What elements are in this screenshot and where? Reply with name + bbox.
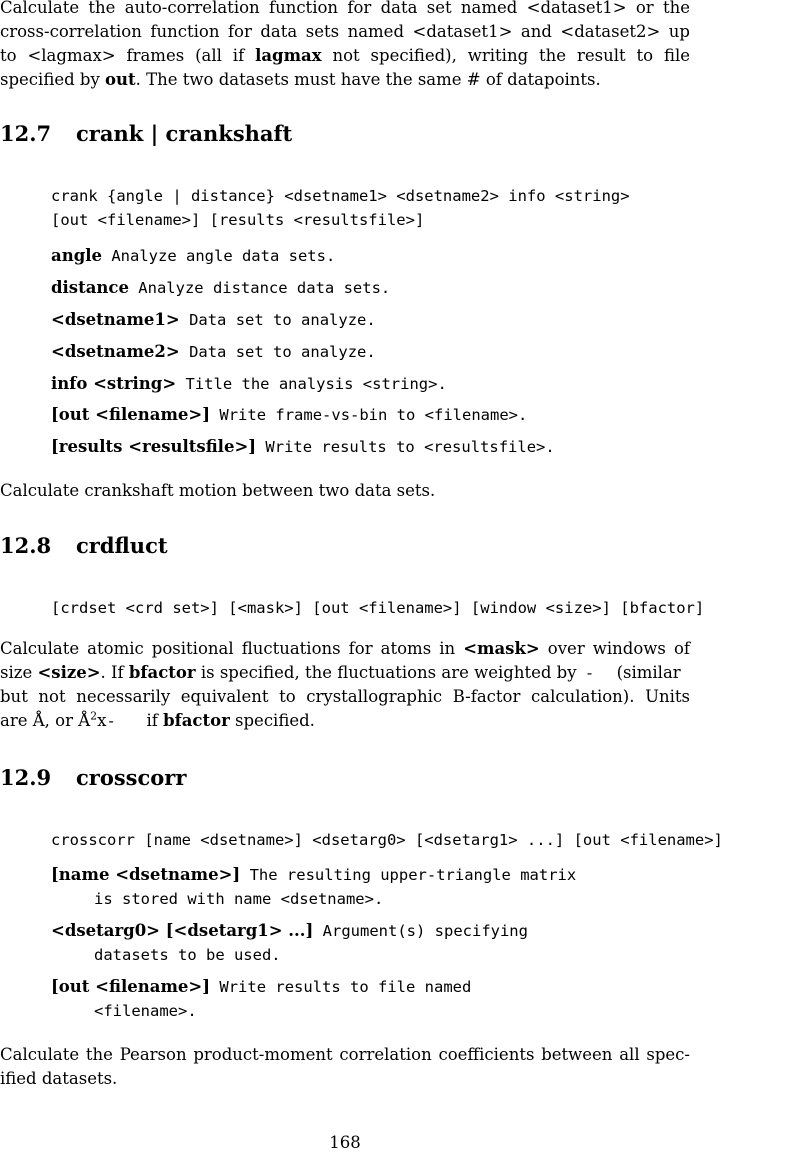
crank-option-dsetname2: <dsetname2> Data set to analyze. [51,342,376,361]
intro-line-1: Calculate the auto-correlation function for data set named <dataset1> or the [0,0,690,17]
section-heading-crank: 12.7 crank | crankshaft [0,121,293,146]
page-number: 168 [329,1133,361,1152]
intro-line-2: cross-correlation function for data sets named <dataset1> and <dataset2> up [0,22,690,41]
section-heading-crosscorr: 12.9 crosscorr [0,765,187,790]
crdfluct-description: Calculate atomic positional fluctuations for atoms in <mask> over windows of size <size>. If bfactor is specified, the fluctuations are weighted by - (similar but not necessarily equivalent to crystallographic B-factor calculation). Units are Å, or $Å^2x-$ if bfactor specified. [0,639,690,730]
section-heading-crdfluct: 12.8 crdfluct [0,533,168,558]
intro-paragraph [0,0,690,92]
crank-option-dsetname1: <dsetname1> Data set to analyze. [51,310,376,329]
crank-option-out: [out <filename>] Write frame-vs-bin to <filename>. [51,405,528,424]
crank-option-info: info <string> Title the analysis <string>. [51,374,447,393]
crank-option-results: [results <resultsfile>] Write results to <resultsfile>. [51,437,555,456]
crdfluct-syntax: [crdset <crd set>] [<mask>] [out <filename>] [window <size>] [bfactor] [51,599,705,617]
crank-summary: Calculate crankshaft motion between two data sets. [0,481,436,500]
crosscorr-option-dsetargs: <dsetarg0> [<dsetarg1> ...] Argument(s) specifying datasets to be used. [51,921,528,964]
crosscorr-option-out: [out <filename>] Write results to file named <filename>. [51,977,472,1020]
crank-option-distance: distance Analyze distance data sets. [51,278,391,297]
crosscorr-option-name: [name <dsetname>] The resulting upper-triangle matrix is stored with name <dsetname>. [51,865,577,908]
crank-option-angle: angle Analyze angle data sets. [51,246,336,265]
crank-syntax: crank {angle | distance} <dsetname1> <dsetname2> info <string> [out <filename>] [results <resultsfile>] [51,187,630,229]
crosscorr-syntax: crosscorr [name <dsetname>] <dsetarg0> [<dsetarg1> ...] [out <filename>] [51,831,723,849]
intro-line-3: to <lagmax> frames (all if lagmax not specified), writing the result to file [0,46,691,65]
crosscorr-summary: Calculate the Pearson product-moment correlation coefficients between all spec- ified datasets. [0,1045,690,1088]
intro-line-4: specified by out. The two datasets must have the same # of datapoints. [0,70,601,89]
